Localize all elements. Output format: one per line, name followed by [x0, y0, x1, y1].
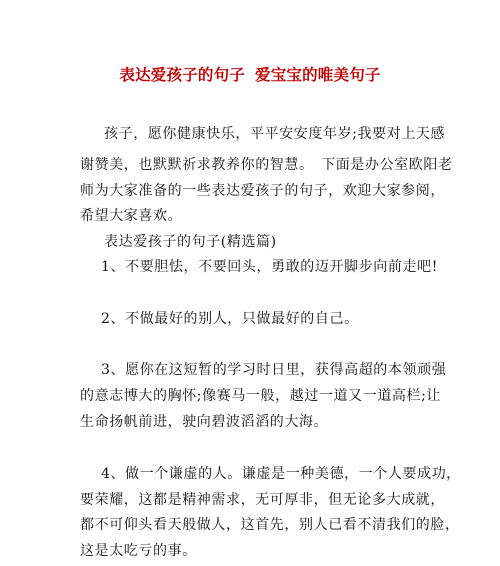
section-heading: 表达爱孩子的句子(精选篇) — [104, 234, 277, 250]
list-item-continuation: 要荣耀，这都是精神需求，无可厚非，但无论多大成就， — [80, 492, 445, 508]
list-item-continuation: 的意志博大的胸怀;像赛马一般，越过一道又一道高栏;让 — [80, 388, 442, 404]
list-item-continuation: 生命扬帆前进，驶向碧波滔滔的大海。 — [80, 414, 329, 430]
list-item-continuation: 都不可仰头看天般做人，这首先，别人已看不清我们的脸， — [80, 517, 460, 533]
page-title — [0, 63, 500, 85]
list-item: 3、愿你在这短暂的学习时日里，获得高超的本领顽强 — [101, 362, 447, 378]
list-item: 4、做一个谦虚的人。谦虚是一种美德，一个人要成功， — [101, 466, 461, 482]
list-item: 2、不做最好的别人，只做最好的自己。 — [101, 311, 359, 327]
paragraph-line: 孩子，愿你健康快乐，平平安安度年岁;我要对上天感 — [104, 126, 446, 142]
list-item: 1、不要胆怯，不要回头，勇敢的迈开脚步向前走吧! — [101, 259, 438, 275]
title-part-1: 表达爱孩子的句子 — [119, 66, 245, 84]
paragraph-line: 师为大家准备的一些表达爱孩子的句子，欢迎大家参阅， — [80, 183, 445, 199]
paragraph-line: 谢赞美，也默默祈求教养你的智慧。 下面是办公室欧阳老 — [80, 157, 453, 173]
title-part-2: 爱宝宝的唯美句子 — [255, 66, 381, 84]
list-item-continuation: 这是太吃亏的事。 — [80, 543, 197, 559]
paragraph-line: 希望大家喜欢。 — [80, 208, 183, 224]
